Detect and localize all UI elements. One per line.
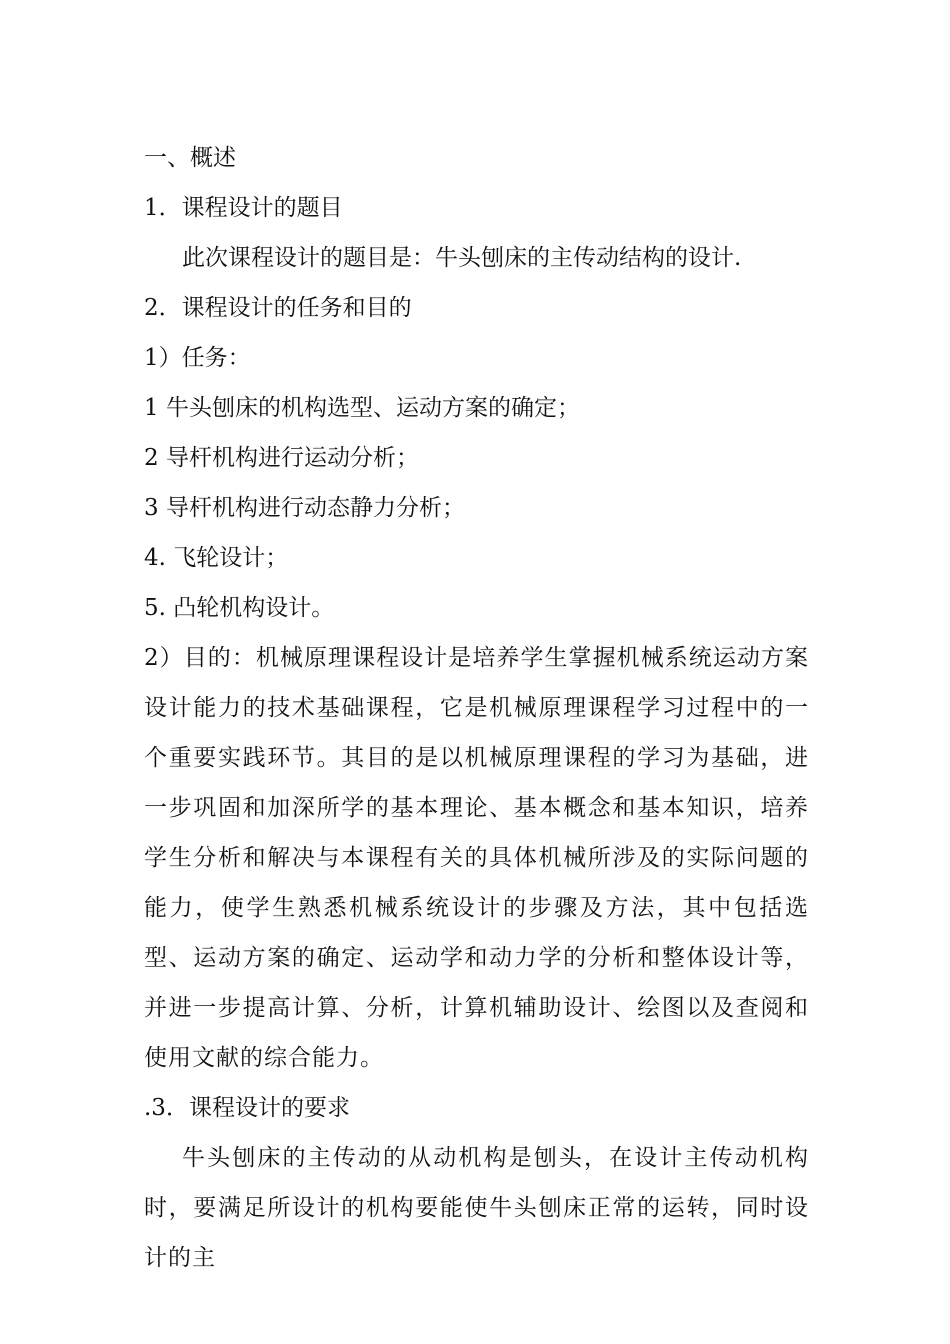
task-item: 2 导杆机构进行运动分析； [144, 445, 419, 471]
item1-body: 此次课程设计的题目是：牛头刨床的主传动结构的设计. [182, 245, 742, 271]
task-item: 1 牛头刨床的机构选型、运动方案的确定； [144, 395, 580, 421]
document-content [144, 133, 809, 1283]
item1-title: 1．课程设计的题目 [144, 195, 343, 221]
task-item: 4. 飞轮设计； [144, 545, 289, 571]
task-item: 5. 凸轮机构设计。 [144, 595, 335, 621]
purpose-paragraph: 2）目的：机械原理课程设计是培养学生掌握机械系统运动方案设计能力的技术基础课程，它是机械原理课程学习过程中的一个重要实践环节。其目的是以机械原理课程的学习为基础，进一步巩固和加深所学的基本理论、基本概念和基本知识，培养学生分析和解决与本课程有关的具体机械所涉及的实际问题的能力，使学生熟悉机械系统设计的步骤及方法，其中包括选型、运动方案的确定、运动学和动力学的分析和整体设计等，并进一步提高计算、分析，计算机辅助设计、绘图以及查阅和使用文献的综合能力。 [144, 645, 809, 1071]
item3-body: 牛头刨床的主传动的从动机构是刨头，在设计主传动机构时，要满足所设计的机构要能使牛头刨床正常的运转，同时设计的主 [144, 1145, 809, 1271]
item3-title: .3．课程设计的要求 [144, 1095, 350, 1121]
task-heading: 1）任务： [144, 345, 251, 371]
task-item: 3 导杆机构进行动态静力分析； [144, 495, 465, 521]
section-title: 一、概述 [144, 145, 236, 171]
item2-title: 2．课程设计的任务和目的 [144, 295, 412, 321]
